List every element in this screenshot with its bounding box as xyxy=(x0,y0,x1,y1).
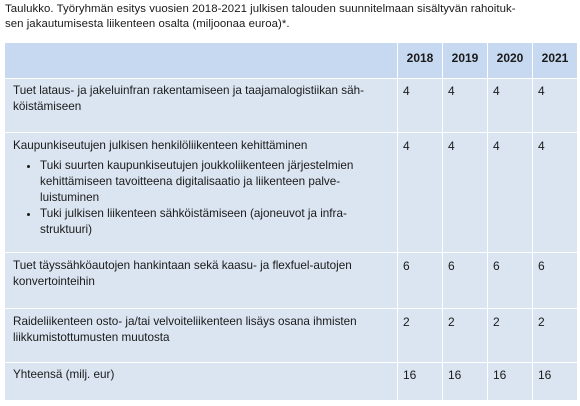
bullet-item xyxy=(40,158,391,206)
value-cell: 6 xyxy=(533,253,578,309)
year-header: 2019 xyxy=(443,43,488,79)
row-description xyxy=(5,79,398,133)
value-cell: 2 xyxy=(443,309,488,363)
description-line: konvertointeihin xyxy=(13,275,95,288)
description-line: Tuet täyssähköautojen hankintaan sekä kaasu- ja flexfuel-autojen xyxy=(13,259,352,272)
value-cell: 16 xyxy=(443,363,488,401)
value-cell: 2 xyxy=(398,309,443,363)
row-description xyxy=(5,363,398,401)
header-row xyxy=(5,43,578,79)
description-line: Raideliikenteen osto- ja/tai velvoiteliikenteen lisäys osana ihmisten xyxy=(13,315,357,328)
funding-table xyxy=(4,42,578,401)
value-cell: 4 xyxy=(398,79,443,133)
caption-line: Taulukko. Työryhmän esitys vuosien 2018-2021 julkisen talouden suunnitelmaan sisältyvän rahoituk- xyxy=(5,3,516,15)
year-header: 2021 xyxy=(533,43,578,79)
value-cell: 4 xyxy=(443,79,488,133)
bullet-line: • Tuki julkisen liikenteen sähköistämiseen (ajoneuvot ja infra- xyxy=(40,207,347,220)
value-cell: 6 xyxy=(488,253,533,309)
value-cell: 4 xyxy=(488,79,533,133)
row-description xyxy=(5,253,398,309)
bullet-line: struktuuri) xyxy=(40,223,92,236)
value-cell: 2 xyxy=(533,309,578,363)
value-cell: 16 xyxy=(398,363,443,401)
value-cell: 4 xyxy=(533,79,578,133)
description-line: Kaupunkiseutujen julkisen henkilöliikenteen kehittäminen xyxy=(13,139,308,152)
table-row xyxy=(5,79,578,133)
table-caption xyxy=(5,2,577,32)
value-cell: 6 xyxy=(443,253,488,309)
row-description xyxy=(5,309,398,363)
value-cell: 4 xyxy=(533,133,578,253)
description-line: liikkumistottumusten muutosta xyxy=(13,331,170,344)
value-cell: 4 xyxy=(488,133,533,253)
value-cell: 16 xyxy=(488,363,533,401)
description-line: Tuet lataus- ja jakeluinfran rakentamiseen ja taajamalogistiikan säh- xyxy=(13,84,365,97)
bullet-line: • Tuki suurten kaupunkiseutujen joukkoliikenteen järjestelmien xyxy=(40,159,354,172)
year-header: 2018 xyxy=(398,43,443,79)
header-empty-cell xyxy=(5,43,398,79)
value-cell: 4 xyxy=(443,133,488,253)
bullet-line: luistuminen xyxy=(40,191,100,204)
table-row xyxy=(5,309,578,363)
bullet-item xyxy=(40,206,391,238)
description-line: köistämiseen xyxy=(13,100,82,113)
value-cell: 16 xyxy=(533,363,578,401)
description-line: Yhteensä (milj. eur) xyxy=(13,368,115,381)
value-cell: 6 xyxy=(398,253,443,309)
value-cell: 4 xyxy=(398,133,443,253)
value-cell: 2 xyxy=(488,309,533,363)
bullet-line: kehittämiseen tavoitteena digitalisaatio ja liikenteen palve- xyxy=(40,175,341,188)
total-row xyxy=(5,363,578,401)
row-description xyxy=(5,133,398,253)
bullet-list xyxy=(13,158,391,238)
year-header: 2020 xyxy=(488,43,533,79)
caption-line: sen jakautumisesta liikenteen osalta (miljoonaa euroa)*. xyxy=(5,18,290,30)
table-row xyxy=(5,133,578,253)
table-row xyxy=(5,253,578,309)
